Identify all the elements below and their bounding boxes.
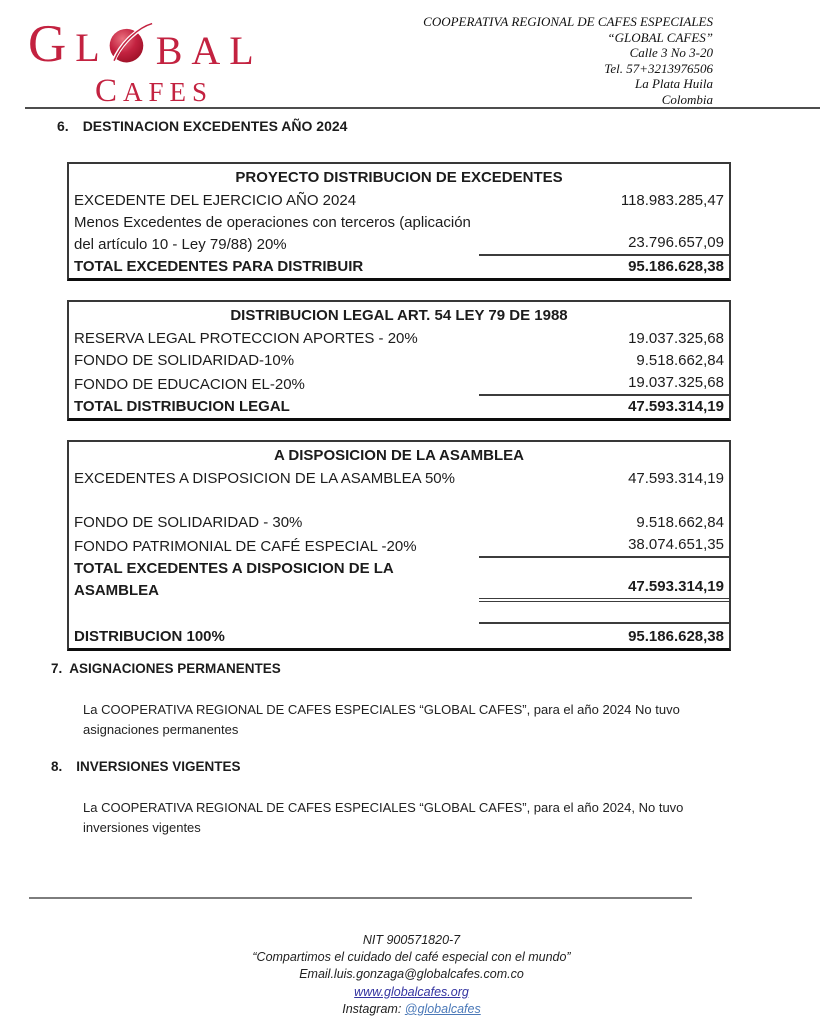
- table-row-total: [69, 396, 729, 418]
- row-label: DISTRIBUCION 100%: [74, 628, 225, 645]
- section-6-number: 6.: [57, 118, 69, 134]
- row-label: RESERVA LEGAL PROTECCION APORTES - 20%: [74, 330, 418, 347]
- instagram-handle-link[interactable]: @globalcafes: [404, 1001, 481, 1016]
- logo-text-cafes: CAFES: [95, 73, 214, 109]
- table-row-total: [69, 558, 729, 602]
- row-label: FONDO DE SOLIDARIDAD - 30%: [74, 514, 303, 531]
- section-7-title: ASIGNACIONES PERMANENTES: [69, 661, 281, 676]
- row-value: 47.593.314,19: [628, 398, 724, 415]
- table-row: [69, 212, 729, 256]
- header-divider: [25, 107, 820, 109]
- globe-swoosh-icon: [107, 19, 153, 74]
- row-label: TOTAL DISTRIBUCION LEGAL: [74, 398, 290, 415]
- table-row: [69, 328, 729, 350]
- table-row: [69, 372, 729, 396]
- table-title: PROYECTO DISTRIBUCION DE EXCEDENTES: [235, 169, 563, 186]
- section-6-heading: [57, 118, 347, 134]
- rule-above-total: [479, 622, 729, 624]
- section-7-number: 7.: [51, 661, 63, 676]
- table-row: [69, 350, 729, 372]
- table-distribucion-legal: [67, 300, 731, 421]
- table-row-total: [69, 256, 729, 278]
- row-label: FONDO DE SOLIDARIDAD-10%: [74, 352, 295, 369]
- table-title: A DISPOSICION DE LA ASAMBLEA: [273, 447, 524, 464]
- section-8-paragraph: La COOPERATIVA REGIONAL DE CAFES ESPECIALES “GLOBAL CAFES”, para el año 2024, No tuvo inversiones vigentes: [83, 800, 684, 835]
- logo-text-gl: GL: [28, 15, 109, 73]
- row-label: EXCEDENTE DEL EJERCICIO AÑO 2024: [74, 192, 357, 209]
- row-label: TOTAL EXCEDENTES A DISPOSICION DE LA ASAMBLEA: [74, 560, 394, 599]
- section-7-paragraph: La COOPERATIVA REGIONAL DE CAFES ESPECIALES “GLOBAL CAFES”, para el año 2024 No tuvo asignaciones permanentes: [83, 702, 680, 737]
- table-disposicion-asamblea: [67, 440, 731, 651]
- row-value: 95.186.628,38: [628, 628, 724, 645]
- row-value: 19.037.325,68: [628, 330, 724, 347]
- row-label: FONDO PATRIMONIAL DE CAFÉ ESPECIAL -20%: [74, 538, 417, 555]
- footer-email: Email.luis.gonzaga@globalcafes.com.co: [299, 967, 524, 982]
- company-country-line: Colombia: [661, 91, 713, 107]
- section-7-heading: [51, 661, 281, 676]
- row-value: 38.074.651,35: [479, 534, 729, 558]
- footer-nit: NIT 900571820-7: [362, 933, 461, 947]
- row-value: 47.593.314,19: [628, 470, 724, 487]
- table-row: [69, 468, 729, 490]
- row-value: 118.983.285,47: [620, 192, 724, 209]
- table-row: [69, 190, 729, 212]
- section-8-title: INVERSIONES VIGENTES: [76, 759, 241, 774]
- logo-text-bal: BAL: [155, 28, 263, 73]
- row-label: Menos Excedentes de operaciones con terceros (aplicación del artículo 10 - Ley 79/88) 20%: [74, 214, 471, 253]
- section-8-heading: [51, 759, 241, 774]
- row-value: 95.186.628,38: [628, 258, 724, 275]
- row-value: 47.593.314,19: [479, 576, 729, 602]
- table-row-total: [69, 624, 729, 648]
- footer-block: [0, 932, 823, 1018]
- company-city-line: La Plata Huila: [634, 76, 713, 92]
- table-spacer-row: [69, 602, 729, 624]
- footer-divider: [29, 897, 692, 899]
- table-title: DISTRIBUCION LEGAL ART. 54 LEY 79 DE 1988: [230, 307, 568, 324]
- company-address-line: Calle 3 No 3-20: [629, 45, 713, 61]
- company-info-block: [423, 14, 713, 108]
- company-name-line: COOPERATIVA REGIONAL DE CAFES ESPECIALES: [423, 14, 713, 29]
- table-row: [69, 512, 729, 534]
- row-value: 23.796.657,09: [479, 232, 729, 256]
- row-label: TOTAL EXCEDENTES PARA DISTRIBUIR: [74, 258, 364, 275]
- row-value: 19.037.325,68: [479, 372, 729, 396]
- website-link[interactable]: www.globalcafes.org: [354, 984, 469, 999]
- table-proyecto-distribucion: [67, 162, 731, 281]
- instagram-label: Instagram:: [342, 1001, 402, 1016]
- global-cafes-logo: [28, 15, 263, 110]
- company-phone-line: Tel. 57+3213976506: [604, 60, 713, 76]
- company-brand-line: “GLOBAL CAFES”: [607, 29, 713, 45]
- row-label: FONDO DE EDUCACION EL-20%: [74, 376, 305, 393]
- row-value: 9.518.662,84: [636, 352, 724, 369]
- footer-slogan: “Compartimos el cuidado del café especial con el mundo”: [252, 950, 571, 965]
- row-value: 9.518.662,84: [636, 514, 724, 531]
- row-label: EXCEDENTES A DISPOSICION DE LA ASAMBLEA 50%: [74, 470, 455, 487]
- table-spacer-row: [69, 490, 729, 512]
- section-8-number: 8.: [51, 759, 63, 774]
- section-6-title: DESTINACION EXCEDENTES AÑO 2024: [82, 118, 348, 134]
- table-row: [69, 534, 729, 558]
